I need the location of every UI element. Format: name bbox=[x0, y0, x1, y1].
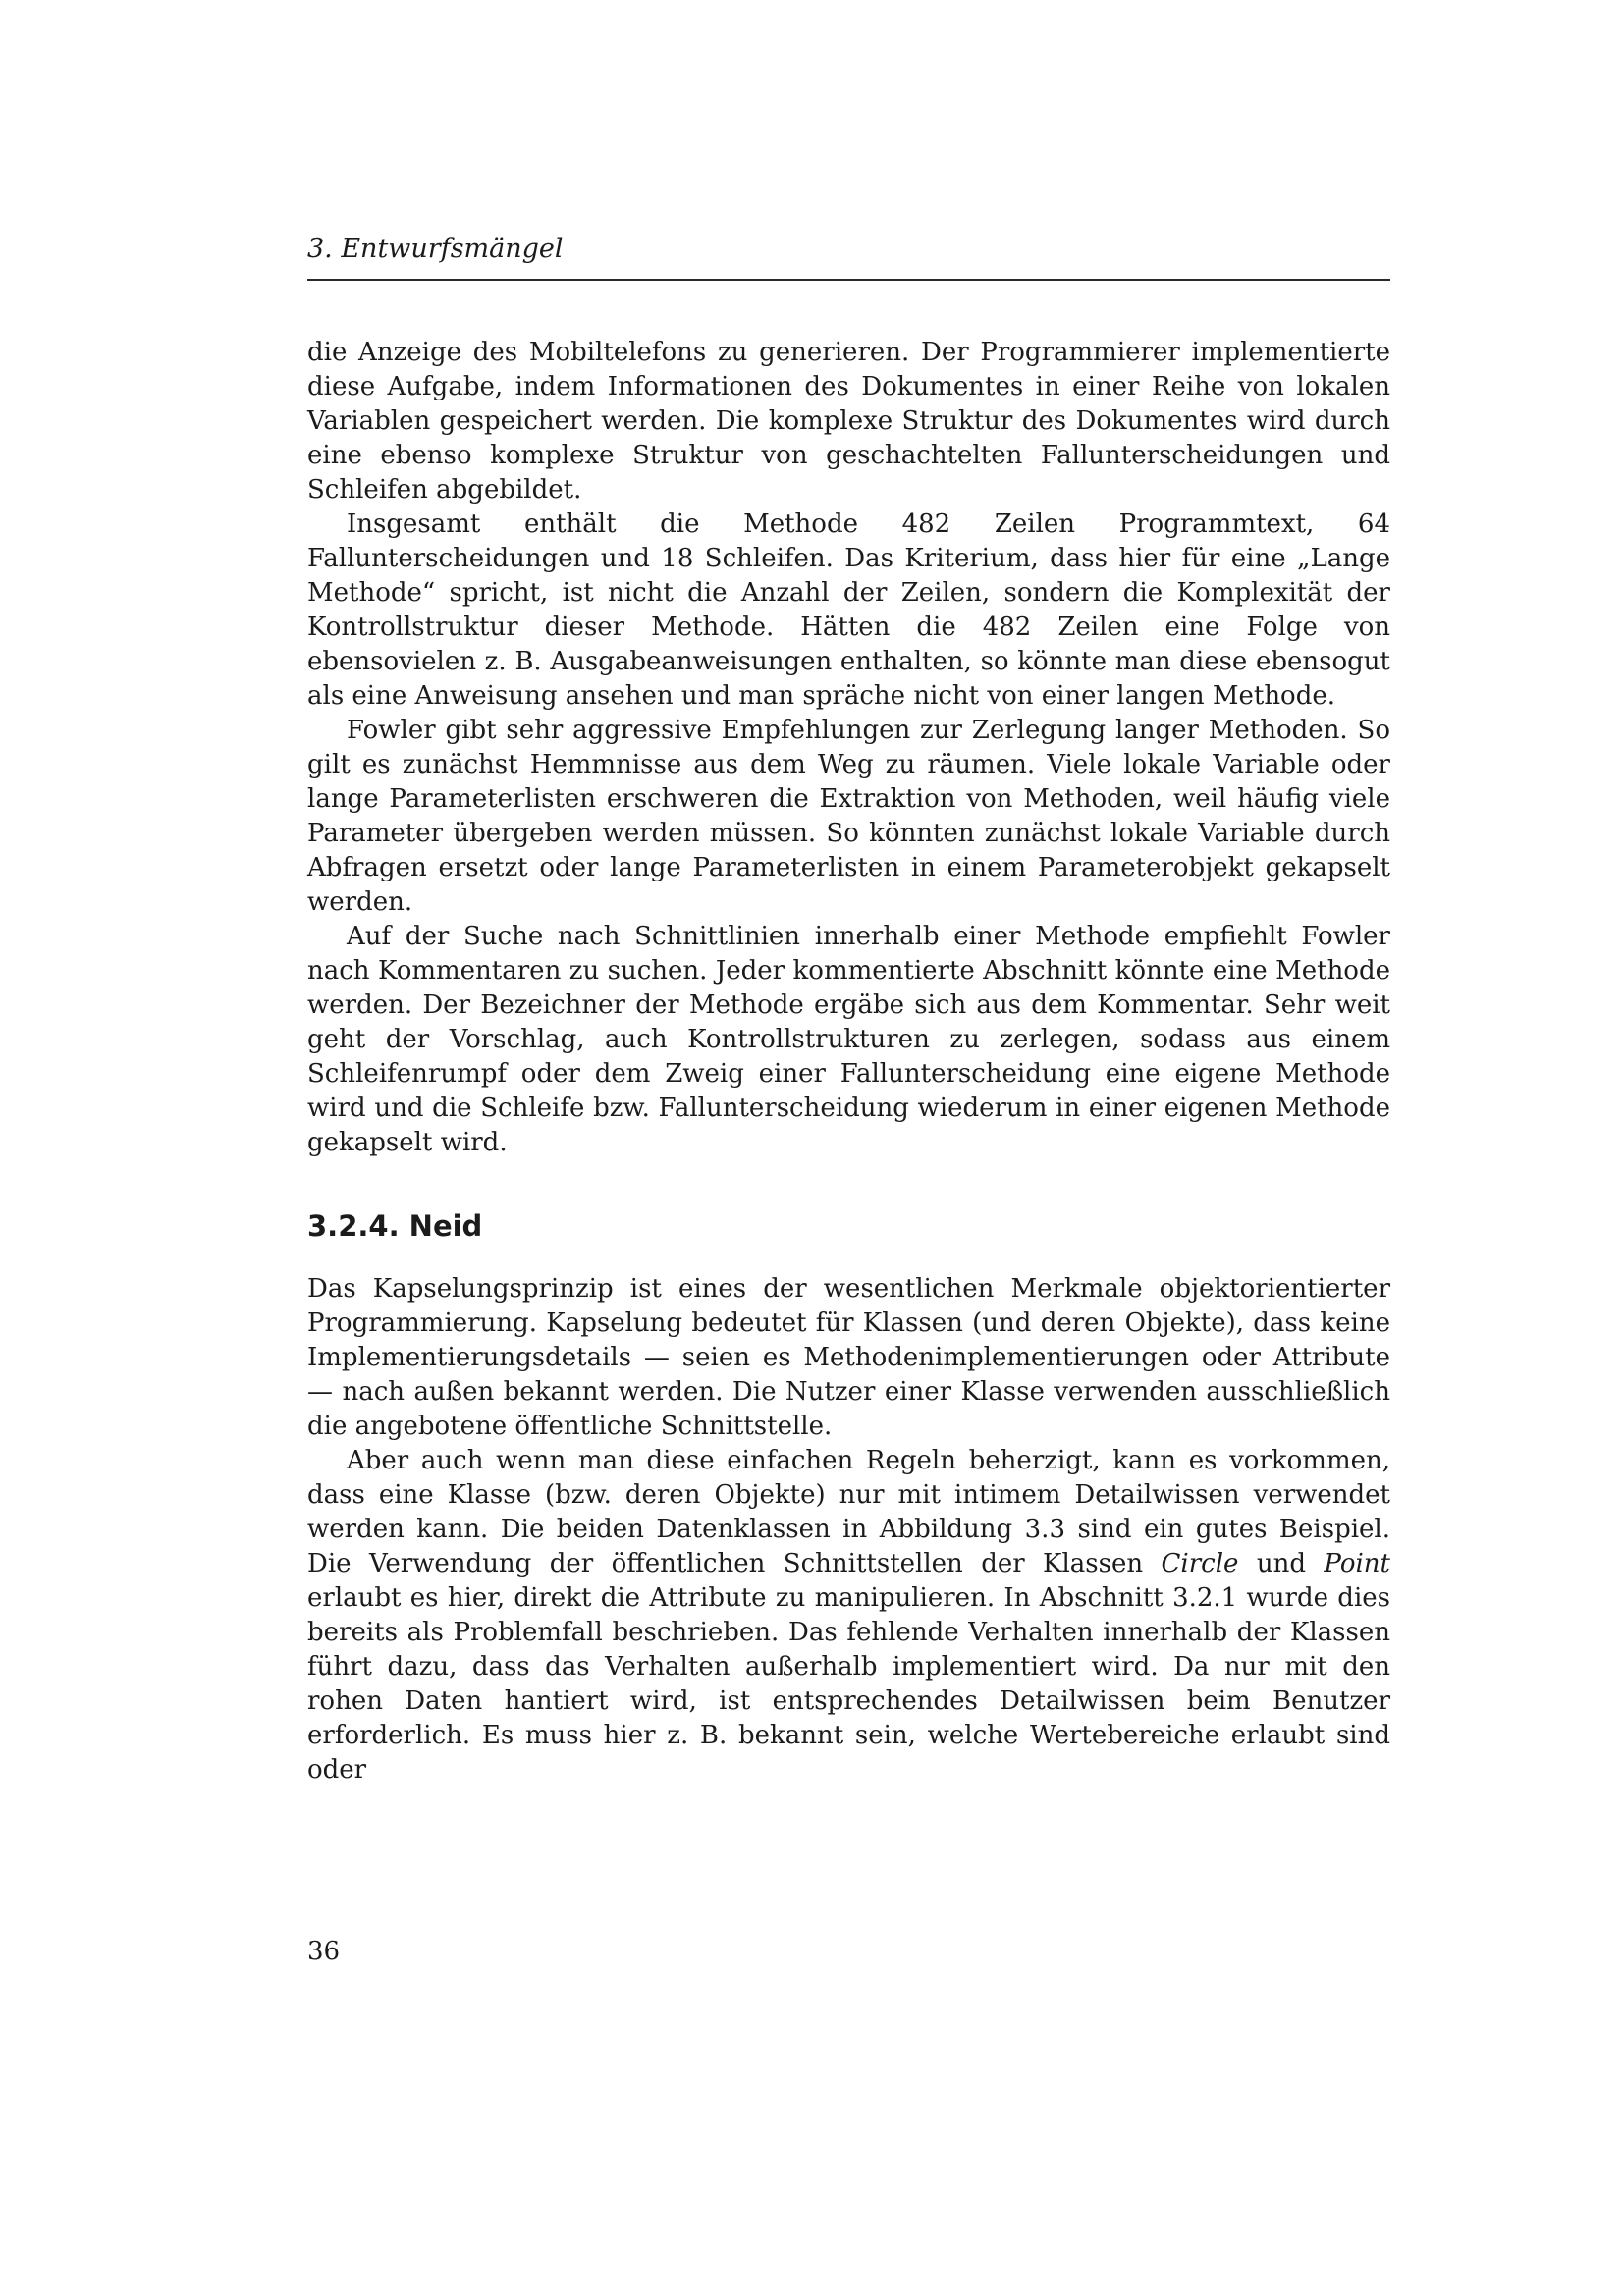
body-paragraph: Insgesamt enthält die Methode 482 Zeilen Programmtext, 64 Fallunterscheidungen und 18 Schleifen. Das Kriterium, dass hier für eine „Lange Methode“ spricht, ist nicht die Anzahl der Zeilen, sondern die Komplexität der Kontrollstruktur dieser Methode. Hätten die 482 Zeilen eine Folge von ebensovielen z. B. Ausgabeanweisungen enthalten, so könnte man diese ebensogut als eine Anweisung ansehen und man spräche nicht von einer langen Methode. bbox=[307, 509, 1390, 711]
section-heading: 3.2.4. Neid bbox=[307, 1209, 483, 1243]
running-header-text: 3. Entwurfsmängel bbox=[307, 234, 564, 264]
running-header bbox=[307, 234, 1390, 281]
page-number: 36 bbox=[307, 1937, 341, 1966]
class-name-point: Point bbox=[1324, 1549, 1390, 1578]
text-column bbox=[307, 234, 1390, 1788]
body-paragraph: Fowler gibt sehr aggressive Empfehlungen zur Zerlegung langer Methoden. So gilt es zunächst Hemmnisse aus dem Weg zu räumen. Viele lokale Variable oder lange Parameterlisten erschweren die Extraktion von Methoden, weil häufig viele Parameter übergeben werden müssen. So könnten zunächst lokale Variable durch Abfragen ersetzt oder lange Parameterlisten in einem Parameterobjekt gekapselt werden. bbox=[307, 716, 1390, 917]
class-name-circle: Circle bbox=[1161, 1549, 1239, 1578]
body-paragraph: Das Kapselungsprinzip ist eines der wesentlichen Merkmale objektorientierter Programmierung. Kapselung bedeutet für Klassen (und deren Objekte), dass keine Implementierungsdetails — seien es Methodenimplementierungen oder Attribute — nach außen bekannt werden. Die Nutzer einer Klasse verwenden ausschließlich die angebotene öffentliche Schnittstelle. bbox=[307, 1274, 1390, 1441]
body-paragraph bbox=[307, 1444, 1390, 1788]
body-paragraph: die Anzeige des Mobiltelefons zu generieren. Der Programmierer implementierte diese Aufgabe, indem Informationen des Dokumentes in einer Reihe von lokalen Variablen gespeichert werden. Die komplexe Struktur des Dokumentes wird durch eine ebenso komplexe Struktur von geschachtelten Fallunterscheidungen und Schleifen abgebildet. bbox=[307, 338, 1390, 505]
body-text bbox=[307, 336, 1390, 1788]
paragraph-text: und bbox=[1238, 1549, 1325, 1578]
paragraph-text: Aber auch wenn man diese einfachen Regeln beherzigt, kann es vorkommen, dass eine Klasse (bzw. deren Objekte) nur mit intimem Detailwissen verwendet werden kann. Die beiden Datenklassen in Abbildung 3.3 sind ein gutes Beispiel. Die Verwendung der öffentlichen Schnittstellen der Klassen bbox=[307, 1446, 1390, 1578]
paragraph-text: erlaubt es hier, direkt die Attribute zu manipulieren. In Abschnitt 3.2.1 wurde dies bereits als Problemfall beschrieben. Das fehlende Verhalten innerhalb der Klassen führt dazu, dass das Verhalten außerhalb implementiert wird. Da nur mit den rohen Daten hantiert wird, ist entsprechendes Detailwissen beim Benutzer erforderlich. Es muss hier z. B. bekannt sein, welche Wertebereiche erlaubt sind oder bbox=[307, 1583, 1390, 1785]
body-paragraph: Auf der Suche nach Schnittlinien innerhalb einer Methode empfiehlt Fowler nach Kommentaren zu suchen. Jeder kommentierte Abschnitt könnte eine Methode werden. Der Bezeichner der Methode ergäbe sich aus dem Kommentar. Sehr weit geht der Vorschlag, auch Kontrollstrukturen zu zerlegen, sodass aus einem Schleifenrumpf oder dem Zweig einer Fallunterscheidung eine eigene Methode wird und die Schleife bzw. Fallunterscheidung wiederum in einer eigenen Methode gekapselt wird. bbox=[307, 922, 1390, 1157]
